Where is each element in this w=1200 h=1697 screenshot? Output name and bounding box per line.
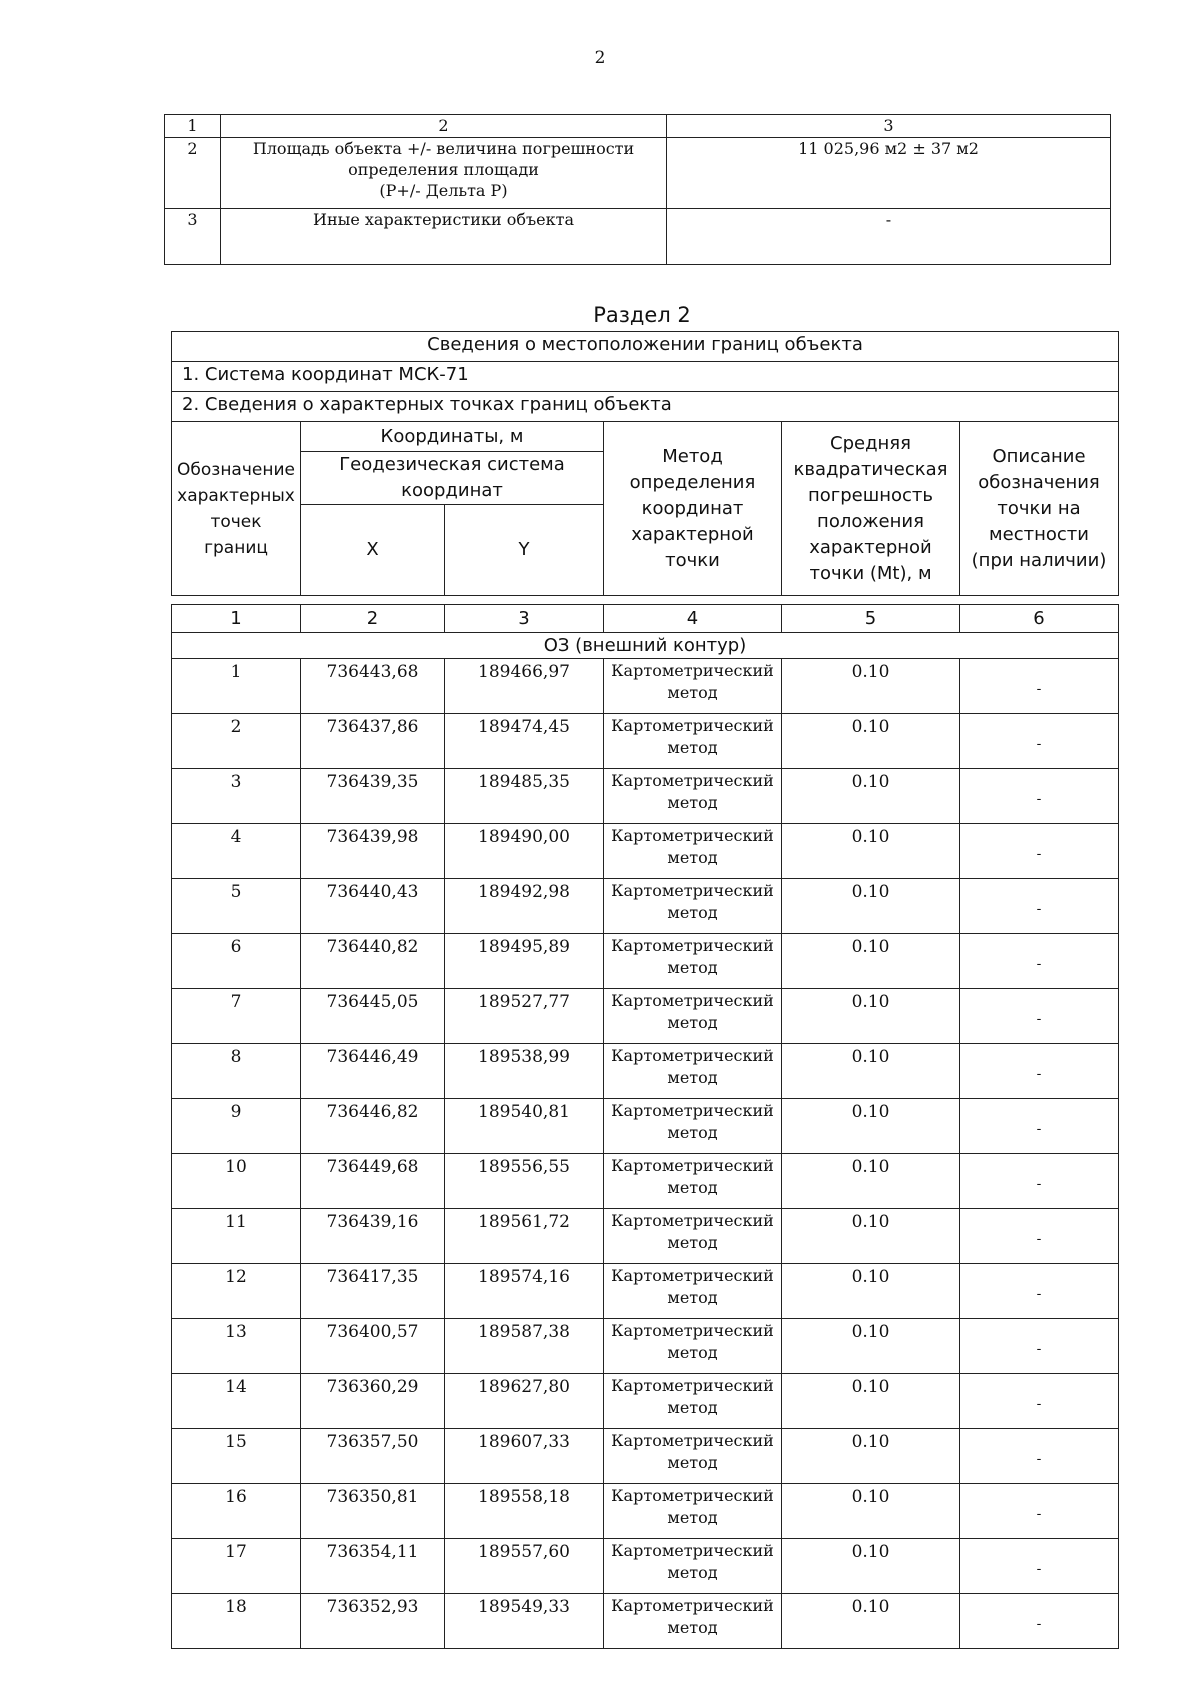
header-line: точек (210, 511, 262, 532)
point-method (604, 714, 782, 769)
point-error: 0.10 (782, 1209, 960, 1264)
table-row (172, 879, 1119, 934)
point-x: 736443,68 (301, 659, 445, 714)
method-line: метод (667, 1233, 718, 1252)
point-description: - (960, 824, 1119, 879)
header-line: погрешность (808, 484, 933, 506)
point-description: - (960, 1099, 1119, 1154)
method-line: Картометрический (611, 771, 774, 790)
row-label (221, 209, 667, 265)
point-description: - (960, 989, 1119, 1044)
column-number: 5 (782, 605, 960, 633)
point-error: 0.10 (782, 989, 960, 1044)
point-number: 15 (172, 1429, 301, 1484)
row-label-line: (P+/- Дельта P) (379, 181, 508, 200)
row-label-line: определения площади (348, 160, 539, 179)
point-error: 0.10 (782, 1264, 960, 1319)
point-x: 736446,82 (301, 1099, 445, 1154)
method-line: метод (667, 958, 718, 977)
error-header (782, 422, 960, 596)
row-label-line: Площадь объекта +/- величина погрешности (252, 139, 635, 158)
point-error: 0.10 (782, 1044, 960, 1099)
object-characteristics-table (164, 114, 1111, 265)
point-method (604, 769, 782, 824)
point-description: - (960, 659, 1119, 714)
method-line: метод (667, 793, 718, 812)
point-y: 189485,35 (445, 769, 604, 824)
geodesic-system-header (301, 452, 604, 505)
point-x: 736439,16 (301, 1209, 445, 1264)
method-line: метод (667, 848, 718, 867)
point-number: 13 (172, 1319, 301, 1374)
header-cell: 2 (221, 115, 667, 138)
point-y: 189574,16 (445, 1264, 604, 1319)
designation-header (172, 422, 301, 596)
method-line: Картометрический (611, 991, 774, 1010)
method-line: Картометрический (611, 826, 774, 845)
table-row (165, 209, 1111, 265)
point-method (604, 1594, 782, 1649)
point-x: 736417,35 (301, 1264, 445, 1319)
method-line: Картометрический (611, 1266, 774, 1285)
method-line: Картометрический (611, 1596, 774, 1615)
table-row (172, 1429, 1119, 1484)
point-x: 736445,05 (301, 989, 445, 1044)
point-x: 736352,93 (301, 1594, 445, 1649)
method-line: Картометрический (611, 1156, 774, 1175)
point-method (604, 1099, 782, 1154)
header-line: Геодезическая система (339, 454, 565, 475)
point-number: 9 (172, 1099, 301, 1154)
point-method (604, 824, 782, 879)
table-row (172, 1154, 1119, 1209)
header-cell: 3 (667, 115, 1111, 138)
point-error: 0.10 (782, 659, 960, 714)
point-y: 189557,60 (445, 1539, 604, 1594)
method-line: метод (667, 1068, 718, 1087)
point-x: 736439,35 (301, 769, 445, 824)
point-x: 736449,68 (301, 1154, 445, 1209)
column-number: 6 (960, 605, 1119, 633)
point-number: 12 (172, 1264, 301, 1319)
header-line: положения (817, 510, 924, 532)
point-y: 189492,98 (445, 879, 604, 934)
point-x: 736440,82 (301, 934, 445, 989)
point-description: - (960, 1374, 1119, 1429)
table-row (172, 1209, 1119, 1264)
table-row (172, 714, 1119, 769)
point-description: - (960, 1429, 1119, 1484)
column-number: 2 (301, 605, 445, 633)
header-line: Описание (992, 445, 1086, 467)
method-line: метод (667, 1508, 718, 1527)
table-row (172, 1374, 1119, 1429)
table-header-row (165, 115, 1111, 138)
point-x: 736354,11 (301, 1539, 445, 1594)
point-y: 189556,55 (445, 1154, 604, 1209)
row-value: - (667, 209, 1111, 265)
header-line: (при наличии) (971, 549, 1107, 571)
y-header: Y (445, 505, 604, 596)
contour-label: ОЗ (внешний контур) (172, 633, 1119, 659)
point-description: - (960, 1539, 1119, 1594)
header-line: Средняя (830, 432, 911, 454)
method-line: метод (667, 1013, 718, 1032)
header-line: границ (204, 537, 268, 558)
method-line: метод (667, 1453, 718, 1472)
method-line: метод (667, 1288, 718, 1307)
table-row (172, 934, 1119, 989)
table-row (172, 1484, 1119, 1539)
point-error: 0.10 (782, 1099, 960, 1154)
point-error: 0.10 (782, 1154, 960, 1209)
coordinates-header: Координаты, м (301, 422, 604, 452)
section-caption: Сведения о местоположении границ объекта (172, 332, 1119, 362)
method-line: Картометрический (611, 1486, 774, 1505)
column-number: 3 (445, 605, 604, 633)
table-row (172, 769, 1119, 824)
point-y: 189466,97 (445, 659, 604, 714)
table-row (172, 659, 1119, 714)
point-method (604, 1209, 782, 1264)
point-number: 17 (172, 1539, 301, 1594)
row-label-line: Иные характеристики объекта (312, 210, 574, 229)
method-line: метод (667, 903, 718, 922)
point-y: 189490,00 (445, 824, 604, 879)
point-error: 0.10 (782, 879, 960, 934)
description-header (960, 422, 1119, 596)
point-method (604, 1154, 782, 1209)
method-line: Картометрический (611, 1321, 774, 1340)
point-method (604, 1539, 782, 1594)
point-number: 16 (172, 1484, 301, 1539)
method-line: метод (667, 738, 718, 757)
point-y: 189538,99 (445, 1044, 604, 1099)
header-cell: 1 (165, 115, 221, 138)
point-number: 11 (172, 1209, 301, 1264)
point-x: 736350,81 (301, 1484, 445, 1539)
point-error: 0.10 (782, 714, 960, 769)
method-line: метод (667, 1563, 718, 1582)
method-line: Картометрический (611, 1541, 774, 1560)
column-number-row (172, 605, 1119, 633)
table-row (172, 989, 1119, 1044)
point-method (604, 989, 782, 1044)
point-x: 736437,86 (301, 714, 445, 769)
header-line: Обозначение (177, 459, 295, 480)
point-y: 189558,18 (445, 1484, 604, 1539)
column-number: 4 (604, 605, 782, 633)
header-line: характерной (631, 523, 754, 545)
point-number: 18 (172, 1594, 301, 1649)
method-line: метод (667, 683, 718, 702)
point-number: 5 (172, 879, 301, 934)
column-number: 1 (172, 605, 301, 633)
point-number: 2 (172, 714, 301, 769)
method-line: Картометрический (611, 936, 774, 955)
table-row (165, 138, 1111, 209)
point-number: 7 (172, 989, 301, 1044)
method-line: метод (667, 1178, 718, 1197)
header-line: квадратическая (793, 458, 948, 480)
point-description: - (960, 1319, 1119, 1374)
point-number: 6 (172, 934, 301, 989)
table-row (172, 1594, 1119, 1649)
row-number: 2 (165, 138, 221, 209)
point-x: 736446,49 (301, 1044, 445, 1099)
header-line: определения (629, 471, 756, 493)
point-error: 0.10 (782, 1594, 960, 1649)
table-row (172, 1264, 1119, 1319)
method-line: Картометрический (611, 1101, 774, 1120)
point-error: 0.10 (782, 769, 960, 824)
header-line: характерной (809, 536, 932, 558)
point-number: 3 (172, 769, 301, 824)
method-line: метод (667, 1123, 718, 1142)
point-x: 736439,98 (301, 824, 445, 879)
method-header (604, 422, 782, 596)
method-line: Картометрический (611, 1046, 774, 1065)
point-method (604, 659, 782, 714)
method-line: метод (667, 1343, 718, 1362)
boundary-header-table (171, 331, 1119, 596)
contour-row (172, 633, 1119, 659)
point-description: - (960, 1484, 1119, 1539)
point-description: - (960, 1044, 1119, 1099)
point-number: 8 (172, 1044, 301, 1099)
header-line: местности (989, 523, 1089, 545)
point-y: 189549,33 (445, 1594, 604, 1649)
method-line: Картометрический (611, 661, 774, 680)
header-line: точки (Mt), м (809, 562, 932, 584)
header-line: координат (401, 480, 503, 501)
header-line: обозначения (978, 471, 1100, 493)
boundary-points-table (171, 604, 1119, 1649)
point-method (604, 934, 782, 989)
point-y: 189587,38 (445, 1319, 604, 1374)
point-x: 736400,57 (301, 1319, 445, 1374)
header-line: координат (641, 497, 744, 519)
row-number: 3 (165, 209, 221, 265)
method-line: метод (667, 1398, 718, 1417)
header-line: характерных (177, 485, 295, 506)
header-line: точки (665, 549, 720, 571)
section-title: Раздел 2 (593, 303, 691, 327)
point-method (604, 879, 782, 934)
point-method (604, 1429, 782, 1484)
page-number: 2 (594, 48, 606, 68)
point-y: 189495,89 (445, 934, 604, 989)
point-description: - (960, 714, 1119, 769)
table-row (172, 1099, 1119, 1154)
table-row (172, 1319, 1119, 1374)
point-y: 189627,80 (445, 1374, 604, 1429)
point-method (604, 1044, 782, 1099)
x-header: X (301, 505, 445, 596)
header-line: точки на (997, 497, 1081, 519)
point-number: 14 (172, 1374, 301, 1429)
point-y: 189474,45 (445, 714, 604, 769)
row-label (221, 138, 667, 209)
method-line: Картометрический (611, 1376, 774, 1395)
point-method (604, 1319, 782, 1374)
point-description: - (960, 1154, 1119, 1209)
point-x: 736357,50 (301, 1429, 445, 1484)
method-line: Картометрический (611, 716, 774, 735)
point-error: 0.10 (782, 1539, 960, 1594)
table-row (172, 1044, 1119, 1099)
method-line: Картометрический (611, 1211, 774, 1230)
point-x: 736360,29 (301, 1374, 445, 1429)
point-method (604, 1484, 782, 1539)
row-value: 11 025,96 м2 ± 37 м2 (667, 138, 1111, 209)
point-method (604, 1264, 782, 1319)
point-error: 0.10 (782, 824, 960, 879)
point-x: 736440,43 (301, 879, 445, 934)
point-error: 0.10 (782, 934, 960, 989)
table-row (172, 824, 1119, 879)
point-error: 0.10 (782, 1374, 960, 1429)
method-line: Картометрический (611, 1431, 774, 1450)
point-y: 189607,33 (445, 1429, 604, 1484)
point-y: 189540,81 (445, 1099, 604, 1154)
point-description: - (960, 879, 1119, 934)
point-error: 0.10 (782, 1319, 960, 1374)
point-number: 10 (172, 1154, 301, 1209)
point-y: 189527,77 (445, 989, 604, 1044)
method-line: Картометрический (611, 881, 774, 900)
method-line: метод (667, 1618, 718, 1637)
point-description: - (960, 769, 1119, 824)
point-method (604, 1374, 782, 1429)
point-description: - (960, 934, 1119, 989)
point-error: 0.10 (782, 1484, 960, 1539)
coordinate-system-line: 1. Система координат МСК-71 (172, 362, 1119, 392)
point-error: 0.10 (782, 1429, 960, 1484)
point-number: 1 (172, 659, 301, 714)
point-description: - (960, 1264, 1119, 1319)
point-number: 4 (172, 824, 301, 879)
header-line: Метод (662, 445, 723, 467)
point-description: - (960, 1594, 1119, 1649)
point-description: - (960, 1209, 1119, 1264)
points-info-line: 2. Сведения о характерных точках границ объекта (172, 392, 1119, 422)
point-y: 189561,72 (445, 1209, 604, 1264)
table-row (172, 1539, 1119, 1594)
